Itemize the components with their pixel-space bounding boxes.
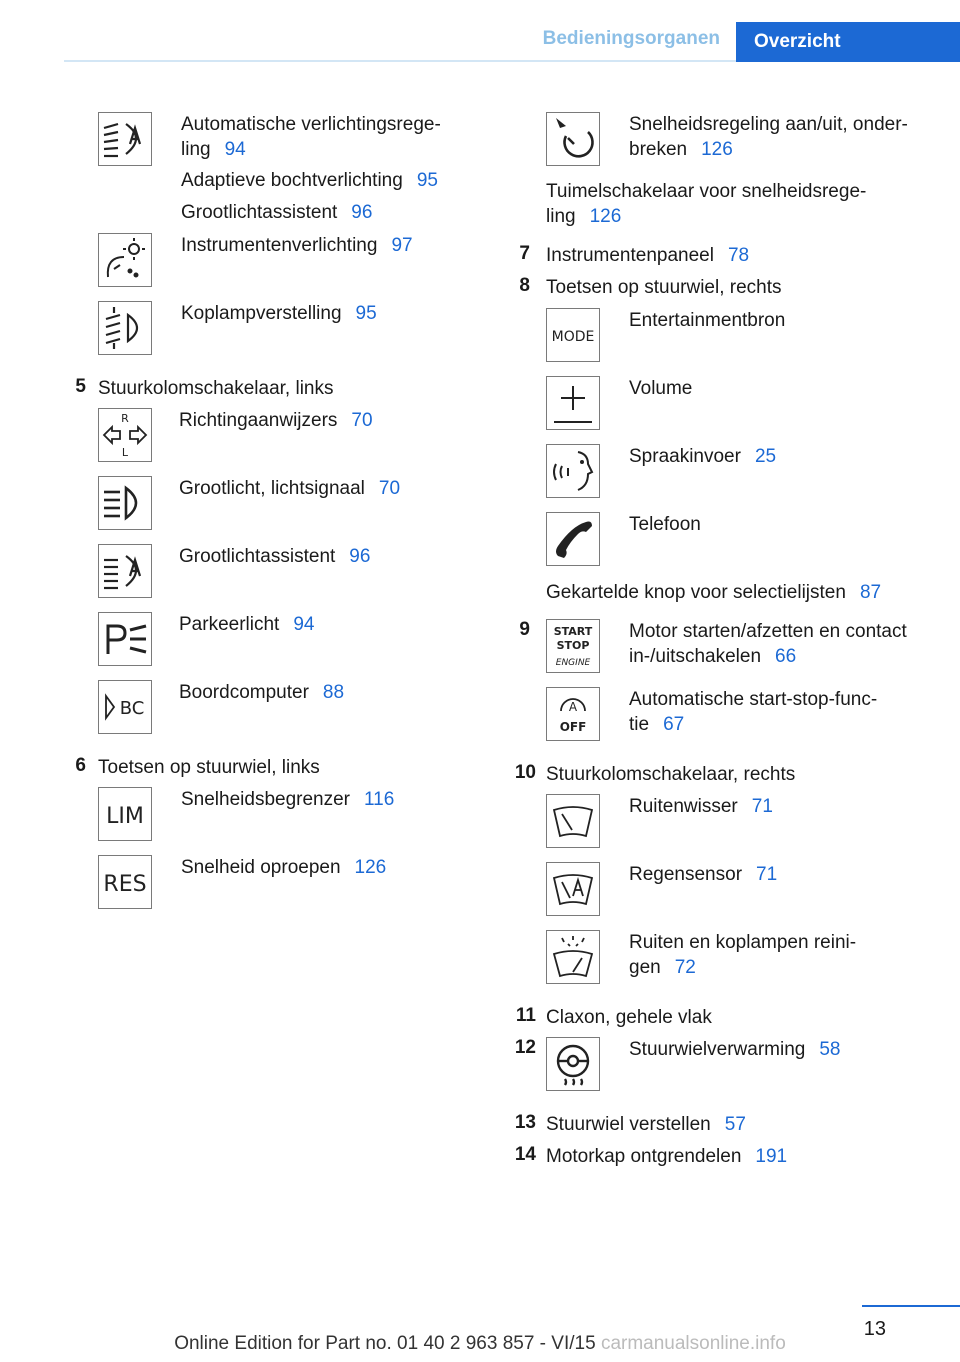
- light-row-2: [181, 168, 438, 193]
- svg-text:ENGINE: ENGINE: [555, 658, 591, 668]
- row-label: Grootlicht, lichtsignaal: [179, 478, 365, 499]
- page-ref[interactable]: 58: [819, 1039, 841, 1060]
- item-title: Instrumentenpaneel: [546, 245, 714, 266]
- item10-row-3: [629, 930, 856, 980]
- item5-row-2: [179, 476, 400, 501]
- item7-row: [546, 243, 749, 268]
- svg-text:MODE: MODE: [551, 329, 595, 345]
- row-label: Regensensor: [629, 864, 743, 885]
- row-label: Automatische verlichtingsrege-: [181, 114, 441, 135]
- row-label: Grootlichtassistent: [181, 202, 338, 223]
- page-ref[interactable]: 96: [349, 546, 371, 567]
- page-ref[interactable]: 126: [701, 139, 733, 160]
- item-number: 13: [514, 1112, 536, 1133]
- page-ref[interactable]: 95: [355, 303, 377, 324]
- footer-text: Online Edition for Part no. 01 40 2 963 857 - VI/15: [174, 1333, 596, 1354]
- item-number: 6: [75, 755, 86, 776]
- auto-start-stop-off-icon: [546, 687, 600, 741]
- row-label: ling: [546, 206, 576, 227]
- voice-input-icon: [546, 444, 600, 498]
- phone-icon: [546, 512, 600, 566]
- cruise-row: [629, 112, 908, 162]
- instrument-lighting-icon: [98, 233, 152, 287]
- bc-icon: [98, 680, 152, 734]
- row-label: breken: [629, 139, 688, 160]
- item-title: Stuurkolomschakelaar, rechts: [546, 764, 796, 785]
- page-ref[interactable]: 191: [755, 1146, 788, 1167]
- row-label: gen: [629, 957, 661, 978]
- page-ref[interactable]: 97: [391, 235, 413, 256]
- item8-row-3: [629, 444, 776, 469]
- row-label: Gekartelde knop voor selectielijsten: [546, 582, 846, 603]
- item6-row-2: [181, 855, 386, 880]
- rain-sensor-icon: [546, 862, 600, 916]
- page-ref[interactable]: 71: [756, 864, 778, 885]
- light-row-5: [181, 301, 377, 326]
- item-title: Claxon, gehele vlak: [546, 1007, 712, 1028]
- page-number: 13: [863, 1318, 886, 1340]
- item14-row: [546, 1144, 787, 1169]
- start-stop-icon: [546, 619, 600, 673]
- svg-text:STOP: STOP: [556, 639, 590, 652]
- svg-text:BC: BC: [119, 698, 145, 719]
- row-label: ling: [181, 139, 211, 160]
- item13-row: [546, 1112, 746, 1137]
- page-ref[interactable]: 116: [364, 789, 395, 810]
- light-row-1: [181, 112, 441, 162]
- lim-icon: [98, 787, 152, 841]
- item-number: 9: [519, 619, 530, 640]
- row-label: Ruiten en koplampen reini-: [629, 932, 857, 953]
- page-ref[interactable]: 66: [775, 646, 797, 667]
- page-ref[interactable]: 72: [674, 957, 696, 978]
- item5-row-3: [179, 544, 370, 569]
- row-label: Spraakinvoer: [629, 446, 741, 467]
- svg-text:A: A: [568, 700, 578, 714]
- item-number: 8: [519, 275, 530, 296]
- parking-light-icon: [98, 612, 152, 666]
- item6-row-1: [181, 787, 394, 812]
- page-ref[interactable]: 126: [589, 206, 622, 227]
- row-label: Grootlichtassistent: [179, 546, 336, 567]
- svg-text:LIM: LIM: [106, 804, 144, 829]
- item-title: Toetsen op stuurwiel, rechts: [546, 277, 782, 298]
- row-label: Telefoon: [629, 514, 701, 535]
- item-title: Stuurkolomschakelaar, links: [98, 378, 334, 399]
- page-ref[interactable]: 94: [224, 139, 246, 160]
- svg-text:R: R: [121, 412, 129, 425]
- row-label: in-/uitschakelen: [629, 646, 762, 667]
- row-label: Snelheid oproepen: [181, 857, 341, 878]
- row-label: Volume: [629, 378, 693, 399]
- item10-row-1: [629, 794, 773, 819]
- item-number: 14: [514, 1144, 536, 1165]
- headlight-range-icon: [98, 301, 152, 355]
- page-ref[interactable]: 67: [663, 714, 685, 735]
- page-ref[interactable]: 78: [727, 245, 750, 266]
- light-row-3: [181, 200, 372, 225]
- knurled-row: [546, 580, 881, 605]
- row-label: Snelheidsbegrenzer: [181, 789, 351, 810]
- item-number: 5: [75, 376, 86, 397]
- washer-icon: [546, 930, 600, 984]
- cruise-control-icon: [546, 112, 600, 166]
- page-ref[interactable]: 87: [859, 582, 882, 603]
- row-label: Tuimelschakelaar voor snelheidsrege-: [546, 181, 867, 202]
- auto-headlight-icon: [98, 112, 152, 166]
- header-tab[interactable]: Overzicht: [736, 22, 960, 62]
- autostop-row: [629, 687, 877, 737]
- page-ref[interactable]: 126: [354, 857, 387, 878]
- res-icon: [98, 855, 152, 909]
- svg-text:OFF: OFF: [559, 720, 587, 734]
- item12-row: [629, 1037, 840, 1062]
- page-ref[interactable]: 88: [322, 682, 345, 703]
- row-label: Parkeerlicht: [179, 614, 280, 635]
- light-row-4: [181, 233, 413, 258]
- item9-row: [629, 619, 907, 669]
- high-beam-icon: [98, 476, 152, 530]
- high-beam-assist-icon: [98, 544, 152, 598]
- page-ref[interactable]: 25: [754, 446, 777, 467]
- item-title: Motorkap ontgrendelen: [546, 1146, 742, 1167]
- turn-signal-icon: [98, 408, 152, 462]
- watermark[interactable]: carmanualsonline.info: [600, 1333, 786, 1354]
- row-label: Ruitenwisser: [629, 796, 738, 817]
- page-ref[interactable]: 94: [293, 614, 315, 635]
- svg-text:RES: RES: [103, 872, 147, 897]
- item-title: Stuurwiel verstellen: [546, 1114, 711, 1135]
- item8-row-2: [629, 376, 692, 401]
- row-label: tie: [629, 714, 650, 735]
- row-label: Richtingaanwijzers: [179, 410, 338, 431]
- row-label: Snelheidsregeling aan/uit, onder-: [629, 114, 908, 135]
- page-ref[interactable]: 70: [351, 410, 373, 431]
- item-number: 7: [519, 243, 530, 264]
- row-label: Adaptieve bochtverlichting: [181, 170, 403, 191]
- row-label: Motor starten/afzetten en contact: [629, 621, 907, 642]
- item-title: Stuurwielverwarming: [629, 1039, 806, 1060]
- item-number: 10: [514, 762, 536, 783]
- item10-row-2: [629, 862, 777, 887]
- volume-icon: [546, 376, 600, 430]
- wiper-icon: [546, 794, 600, 848]
- header-section[interactable]: Bedieningsorganen: [542, 28, 720, 49]
- row-label: Instrumentenverlichting: [181, 235, 378, 256]
- item-number: 11: [515, 1005, 536, 1026]
- mode-icon: [546, 308, 600, 362]
- row-label: Automatische start-stop-func-: [629, 689, 878, 710]
- page-ref[interactable]: 96: [351, 202, 373, 223]
- item-number: 12: [514, 1037, 536, 1058]
- page-ref[interactable]: 70: [378, 478, 401, 499]
- item8-row-1: [629, 308, 785, 333]
- item5-row-1: [179, 408, 373, 433]
- row-label: Koplampverstelling: [181, 303, 342, 324]
- page-ref[interactable]: 57: [724, 1114, 746, 1135]
- svg-text:START: START: [553, 625, 593, 638]
- svg-text:L: L: [121, 446, 129, 459]
- item8-row-4: [629, 512, 701, 537]
- steering-heat-icon: [546, 1037, 600, 1091]
- row-label: Entertainmentbron: [629, 310, 786, 331]
- rocker-row: [546, 179, 866, 229]
- page-ref[interactable]: 71: [751, 796, 773, 817]
- footer-edition: [0, 1333, 960, 1355]
- item5-row-4: [179, 612, 314, 637]
- page-ref[interactable]: 95: [416, 170, 438, 191]
- row-label: Boordcomputer: [179, 682, 309, 703]
- item-title: Toetsen op stuurwiel, links: [98, 757, 320, 778]
- item5-row-5: [179, 680, 344, 705]
- footer-rule: [862, 1305, 960, 1307]
